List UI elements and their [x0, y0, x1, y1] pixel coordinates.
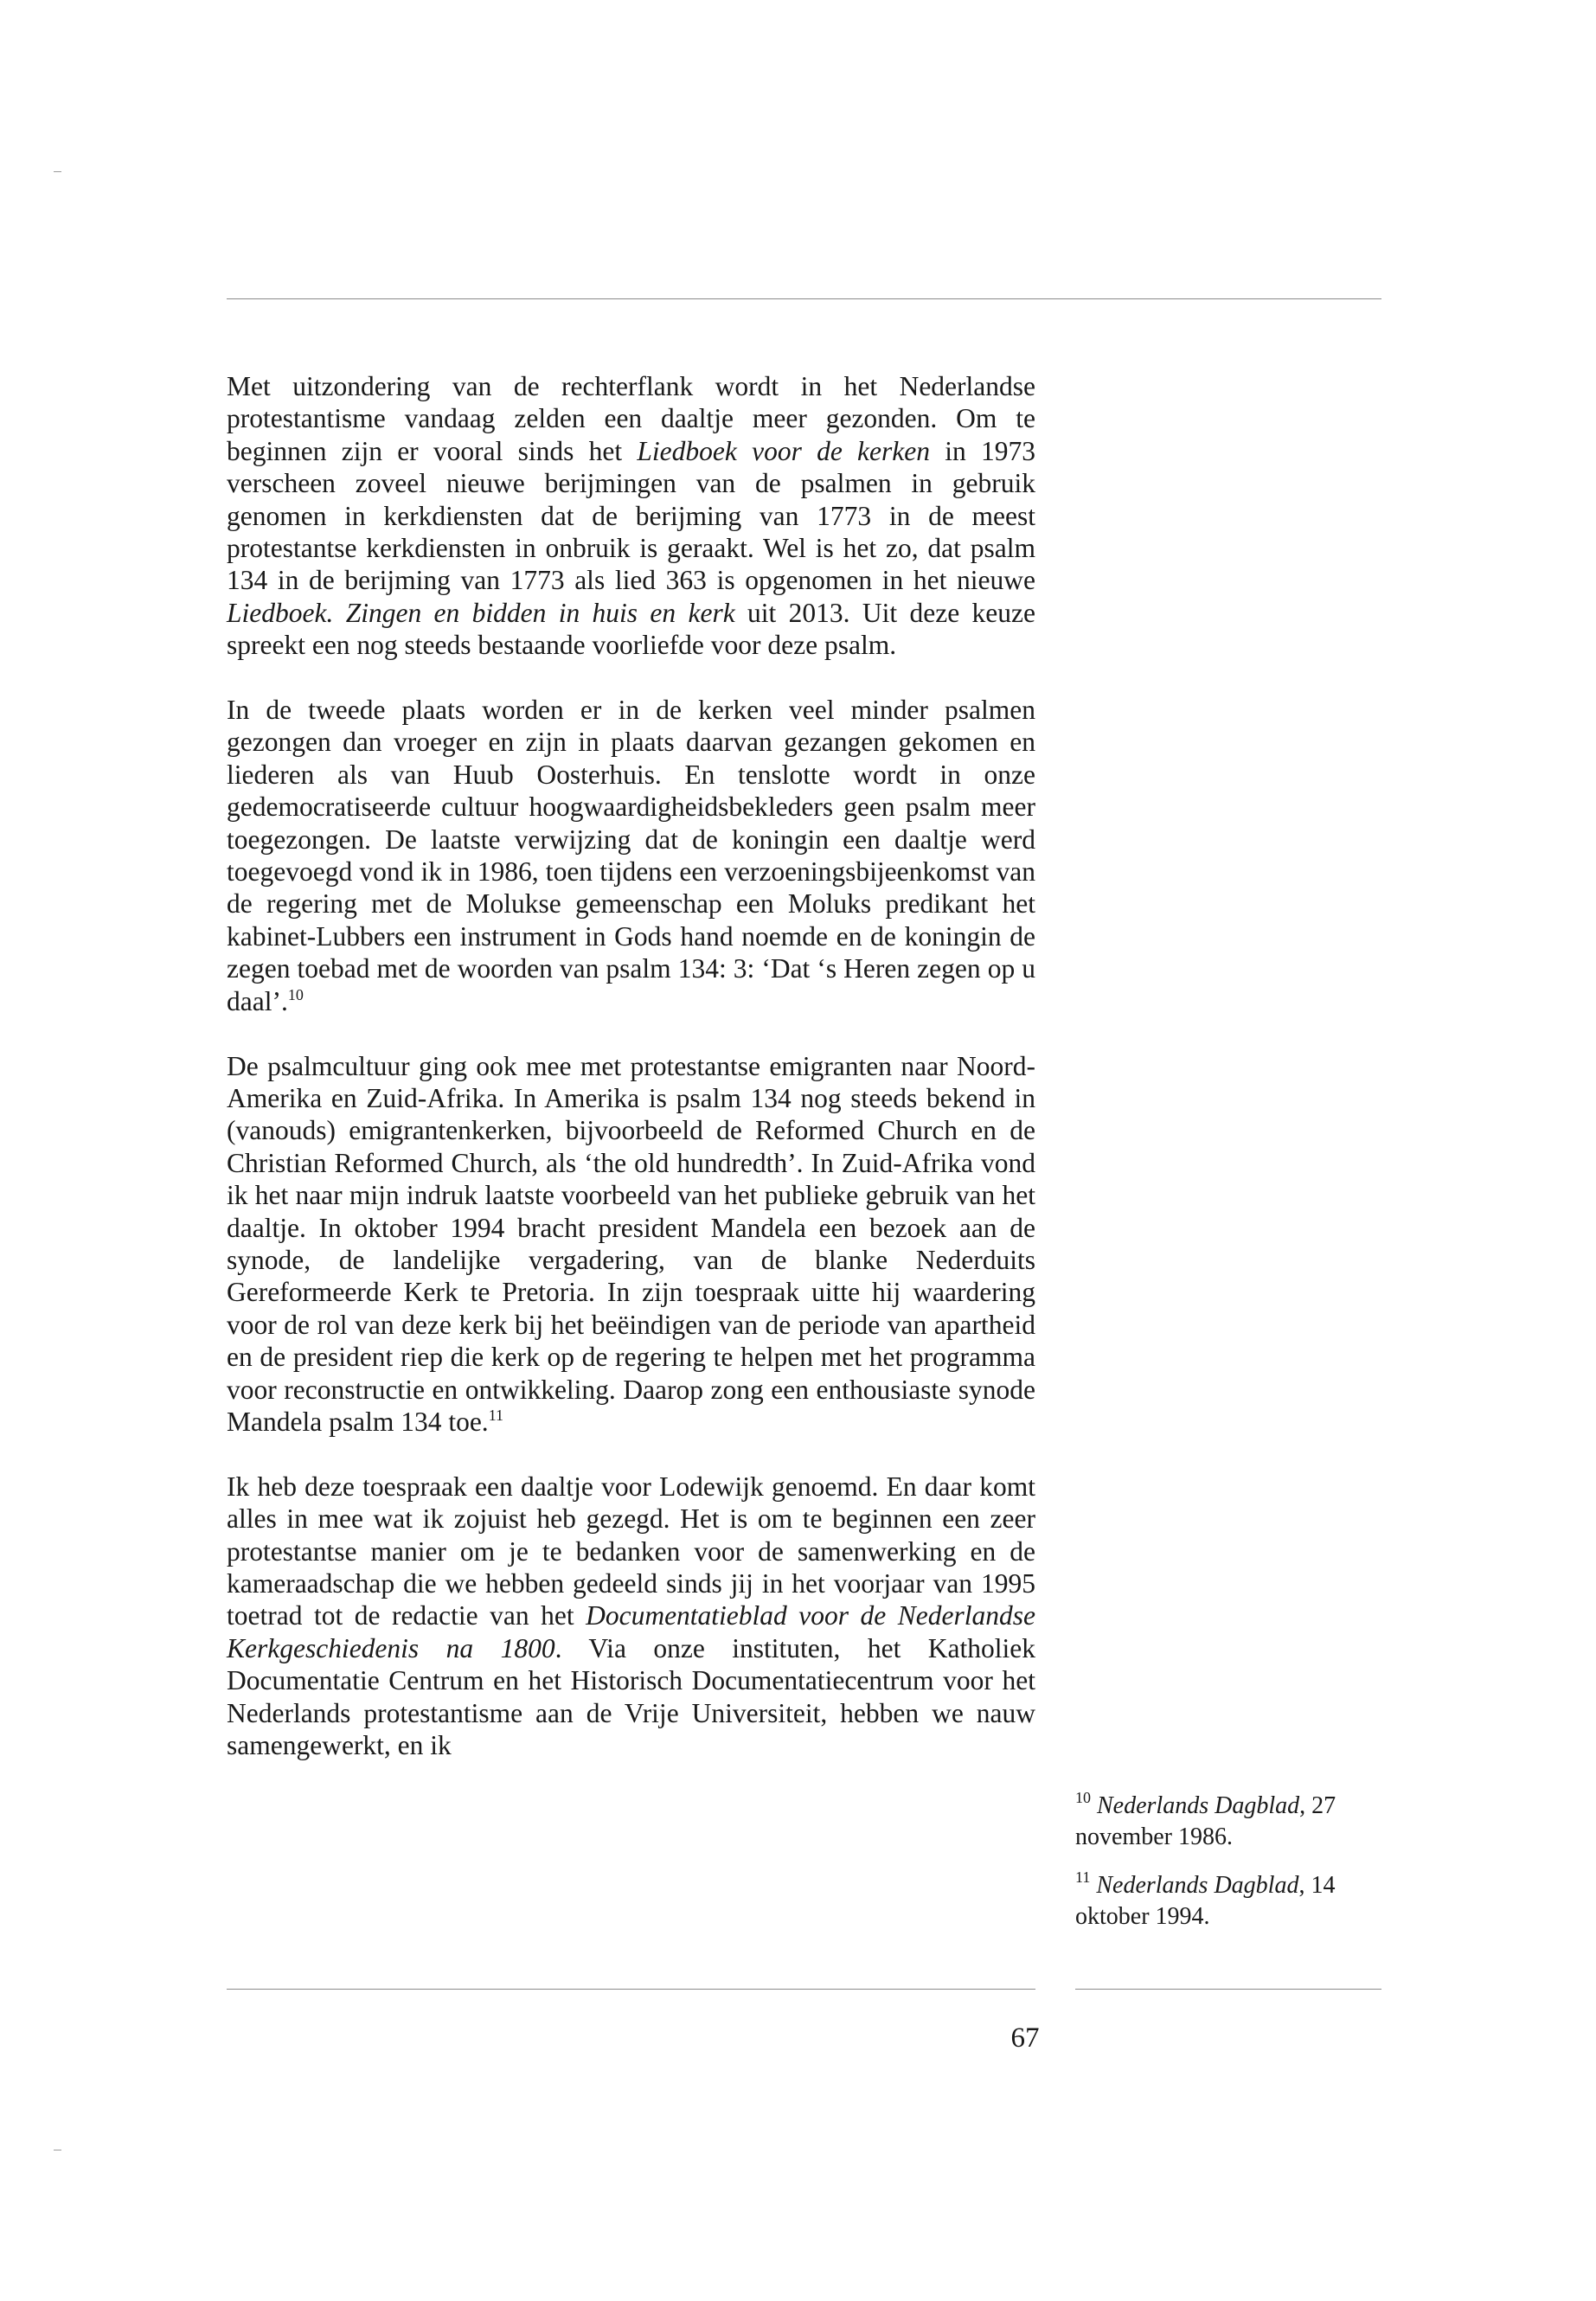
footnote-number: 10: [1075, 1789, 1091, 1806]
footnote: [1075, 1791, 1381, 1853]
italic-title: Liedboek. Zingen en bidden in huis en kerk: [227, 597, 735, 628]
paragraph: [227, 370, 1035, 662]
italic-title: Documentatieblad voor de Nederlandse Kerkgeschiedenis na 1800: [227, 1600, 1035, 1663]
text-run: uit 2013. Uit deze keuze spreekt een nog steeds bestaande voorliefde voor deze psalm.: [227, 597, 1035, 661]
body-bottom-rule: [227, 1989, 1035, 1990]
paragraph: [227, 1471, 1035, 1762]
footnotes: [1075, 1791, 1381, 1950]
footnote-reference: 10: [287, 985, 304, 1003]
page-number: 67: [1010, 2022, 1040, 2054]
text-run: Met uitzondering van de rechterflank wordt in het Nederlandse protestantisme vandaag zelden een daaltje meer gezonden. Om te beginnen zijn er vooral sinds het: [227, 371, 1035, 466]
text-run: In de tweede plaats worden er in de kerken veel minder psalmen gezongen dan vroeger en zijn in plaats daarvan gezangen gekomen en liederen als van Huub Oosterhuis. En tenslotte wordt in onze gedemocratiseerde cultuur hoogwaardigheidsbekleders geen psalm meer toegezongen. De laatste verwijzing dat de koningin een daaltje werd toegevoegd vond ik in 1986, toen tijdens een verzoeningsbijeenkomst van de regering met de Molukse gemeenschap een Moluks predikant het kabinet-Lubbers een instrument in Gods hand noemde en de koningin de zegen toebad met de woorden van psalm 134: 3: ‘Dat ‘s Heren zegen op u daal’.: [227, 695, 1035, 1016]
footnote: [1075, 1870, 1381, 1932]
footnote-detail: , 14 oktober 1994.: [1075, 1872, 1336, 1930]
text-run: Ik heb deze toespraak een daaltje voor Lodewijk genoemd. En daar komt alles in mee wat ik zojuist heb gezegd. Het is om te beginnen een zeer protestantse manier om je te bedanken voor de samenwerking en de kameraadschap die we hebben gedeeld sinds jij in het voorjaar van 1995 toetrad tot de redactie van het: [227, 1471, 1035, 1631]
crop-mark: [54, 171, 61, 172]
italic-title: Liedboek voor de kerken: [637, 435, 930, 466]
paragraph: [227, 1050, 1035, 1439]
footnote-detail: , 27 november 1986.: [1075, 1792, 1336, 1850]
footnote-bottom-rule: [1075, 1989, 1381, 1990]
header-rule: [227, 298, 1381, 299]
body-text: [227, 370, 1035, 1761]
text-run: in 1973 verscheen zoveel nieuwe berijmingen van de psalmen in gebruik genomen in kerkdiensten dat de berijming van 1773 in de meest protestantse kerkdiensten in onbruik is geraakt. Wel is het zo, dat psalm 134 in de berijming van 1773 als lied 363 is opgenomen in het nieuwe: [227, 435, 1035, 596]
text-run: De psalmcultuur ging ook mee met protestantse emigranten naar Noord-Amerika en Zuid-Afrika. In Amerika is psalm 134 nog steeds bekend in (vanouds) emigrantenkerken, bijvoorbeeld de Reformed Church en de Christian Reformed Church, als ‘the old hundredth’. In Zuid-Afrika vond ik het naar mijn indruk laatste voorbeeld van het publieke gebruik van het daaltje. In oktober 1994 bracht president Mandela een bezoek aan de synode, de landelijke vergadering, van de blanke Nederduits Gereformeerde Kerk te Pretoria. In zijn toespraak uitte hij waardering voor de rol van deze kerk bij het beëindigen van de periode van apartheid en de president riep die kerk op de regering te helpen met het programma voor reconstructie en ontwikkeling. Daarop zong een enthousiaste synode Mandela psalm 134 toe.: [227, 1050, 1035, 1437]
footnote-source: Nederlands Dagblad: [1096, 1872, 1299, 1899]
footnote-number: 11: [1075, 1868, 1091, 1886]
text-run: . Via onze instituten, het Katholiek Documentatie Centrum en het Historisch Documentatiecentrum voor het Nederlands protestantisme aan de Vrije Universiteit, hebben we nauw samengewerkt, en ik: [227, 1632, 1035, 1761]
paragraph: [227, 694, 1035, 1017]
footnote-source: Nederlands Dagblad: [1097, 1792, 1300, 1819]
footnote-reference: 11: [488, 1406, 504, 1424]
